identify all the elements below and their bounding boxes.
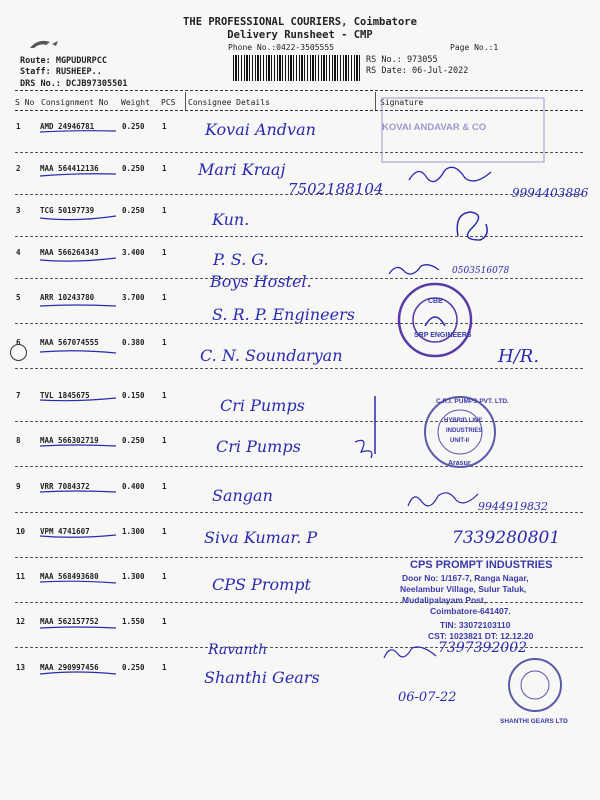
signature-13-date: 06-07-22 [398,690,457,705]
consignee-11: CPS Prompt [212,575,311,594]
row-pcs: 1 [162,206,167,215]
row-consignment: MAA 566264343 [40,248,99,257]
row-pcs: 1 [162,663,167,672]
shanthi-stamp-text: SHANTHI GEARS LTD [500,718,568,725]
row-consignment: MAA 567074555 [40,338,99,347]
srp-round-stamp [395,280,475,360]
row-consignment: MAA 562157752 [40,617,99,626]
row-weight: 3.400 [122,248,145,257]
cps-stamp-name: CPS PROMPT INDUSTRIES [410,559,553,571]
consignee-4: P. S. G. [213,250,269,269]
cps-stamp-tin: TIN: 33072103110 [440,620,511,630]
consignee-6: C. N. Soundaryan [200,346,343,365]
row-sno: 5 [16,293,21,302]
signature-10-phone: 7339280801 [452,528,561,548]
row-weight: 1.300 [122,572,145,581]
row-pcs: 1 [162,164,167,173]
row-consignment: MAA 564412136 [40,164,99,173]
row-pcs: 1 [162,248,167,257]
row-sno: 6 [16,338,21,347]
cri-stamp-line3: UNIT-II [450,438,469,444]
row-6-circle-mark [10,344,27,361]
consignee-3: Kun. [212,210,250,229]
cps-stamp-addr1: Door No: 1/167-7, Ranga Nagar, [402,573,529,583]
row-pcs: 1 [162,293,167,302]
row-weight: 0.250 [122,206,145,215]
row-weight: 3.700 [122,293,145,302]
row-weight: 0.250 [122,663,145,672]
signature-2-scrawl [405,160,495,190]
consignee-9: Sangan [212,486,273,505]
signature-12-scrawl [380,640,440,665]
drs-number: DRS No.: DCJB97305501 [20,79,128,89]
row-weight: 0.380 [122,338,145,347]
consignee-12: Ravanth [208,642,268,658]
consignee-1: Kovai Andvan [205,120,316,139]
row-consignment: TVL 1845675 [40,391,90,400]
signature-6: H/R. [498,346,540,367]
rs-number: RS No.: 973055 [366,55,438,65]
consignee-4-line2: Boys Hostel. [210,272,312,291]
cps-stamp-addr4: Coimbatore-641407. [430,606,511,616]
cri-stamp-name: C.R.I. PUMPS PVT. LTD. [436,398,509,405]
header-divider-top [15,90,583,91]
bracket-mark [345,392,385,462]
row-pcs: 1 [162,391,167,400]
row-consignment: TCG 50197739 [40,206,95,215]
row-weight: 0.250 [122,436,145,445]
signature-3-scrawl [450,206,495,246]
row-pcs: 1 [162,572,167,581]
row-pcs: 1 [162,436,167,445]
signature-2-phone: 9994403886 [512,186,589,200]
row-consignment: MAA 290997456 [40,663,99,672]
cri-stamp-line1: HYBRID LINE [444,418,483,424]
cri-stamp-place: Arasur [448,460,471,467]
consignee-5: S. R. P. Engineers [212,305,355,324]
col-pcs: PCS [161,98,176,107]
pen-underlines [36,112,122,682]
consignee-13: Shanthi Gears [204,668,320,687]
consignee-10: Siva Kumar. P [204,528,318,547]
signature-9-scrawl [404,486,484,516]
row-pcs: 1 [162,122,167,131]
row-weight: 0.250 [122,122,145,131]
consignee-7: Cri Pumps [220,396,305,415]
route-label: Route: MGPUDURPCC [20,56,107,66]
row-sno: 1 [16,122,21,131]
row-consignment: MAA 568493680 [40,572,99,581]
row-weight: 0.400 [122,482,145,491]
row-consignment: MAA 566302719 [40,436,99,445]
company-title: THE PROFESSIONAL COURIERS, Coimbatore [183,16,417,28]
row-sno: 10 [16,527,26,536]
col-separator [375,92,376,110]
col-sno: S No [15,98,35,107]
cps-stamp-addr3: Mudalipalayam Post, [402,595,487,605]
col-consignee: Consignee Details [188,98,270,107]
cps-stamp-cst: CST: 1023821 DT: 12.12.20 [428,631,534,641]
kovai-stamp: KOVAI ANDAVAR & CO [382,122,487,133]
row-pcs: 1 [162,482,167,491]
row-weight: 0.150 [122,391,145,400]
col-weight: Weight [121,98,150,107]
cps-stamp-addr2: Neelambur Village, Sulur Taluk, [400,584,527,594]
row-pcs: 1 [162,338,167,347]
runsheet-title: Delivery Runsheet - CMP [227,29,373,41]
row-consignment: VPM 4741607 [40,527,90,536]
col-consignment: Consignment No [41,98,109,107]
phone-number: Phone No.:0422-3505555 [228,43,334,52]
consignee-8: Cri Pumps [216,437,301,456]
row-consignment: VRR 7084372 [40,482,90,491]
shanthi-round-stamp [505,655,565,715]
barcode-icon [233,55,361,81]
row-pcs: 1 [162,617,167,626]
row-pcs: 1 [162,527,167,536]
row-weight: 1.300 [122,527,145,536]
consignee-2-phone: 7502188104 [288,180,384,198]
row-weight: 0.250 [122,164,145,173]
row-weight: 1.550 [122,617,145,626]
row-sno: 8 [16,436,21,445]
kovai-stamp-frame [380,96,550,166]
row-consignment: AMD 24946781 [40,122,95,131]
row-sno: 11 [16,572,26,581]
row-sno: 12 [16,617,26,626]
row-sno: 4 [16,248,21,257]
row-sno: 2 [16,164,21,173]
row-consignment: ARR 10243780 [40,293,95,302]
signature-9-phone: 9944919832 [478,500,548,513]
srp-stamp-inner: CBE [428,298,443,305]
signature-12-phone: 7397392002 [438,640,528,656]
srp-stamp-text: SRP ENGINEERS [414,332,472,339]
rs-date: RS Date: 06-Jul-2022 [366,66,469,76]
row-sno: 9 [16,482,21,491]
col-separator [185,92,186,110]
signature-4-number: 0503516078 [452,266,510,276]
consignee-2: Mari Kraaj [198,160,286,179]
row-sno: 3 [16,206,21,215]
cri-stamp-line2: INDUSTRIES [446,428,483,434]
row-sno: 7 [16,391,21,400]
row-sno: 13 [16,663,26,672]
col-signature: Signature [380,98,424,107]
staff-label: Staff: RUSHEEP.. [20,67,102,77]
page-number: Page No.:1 [450,43,499,52]
